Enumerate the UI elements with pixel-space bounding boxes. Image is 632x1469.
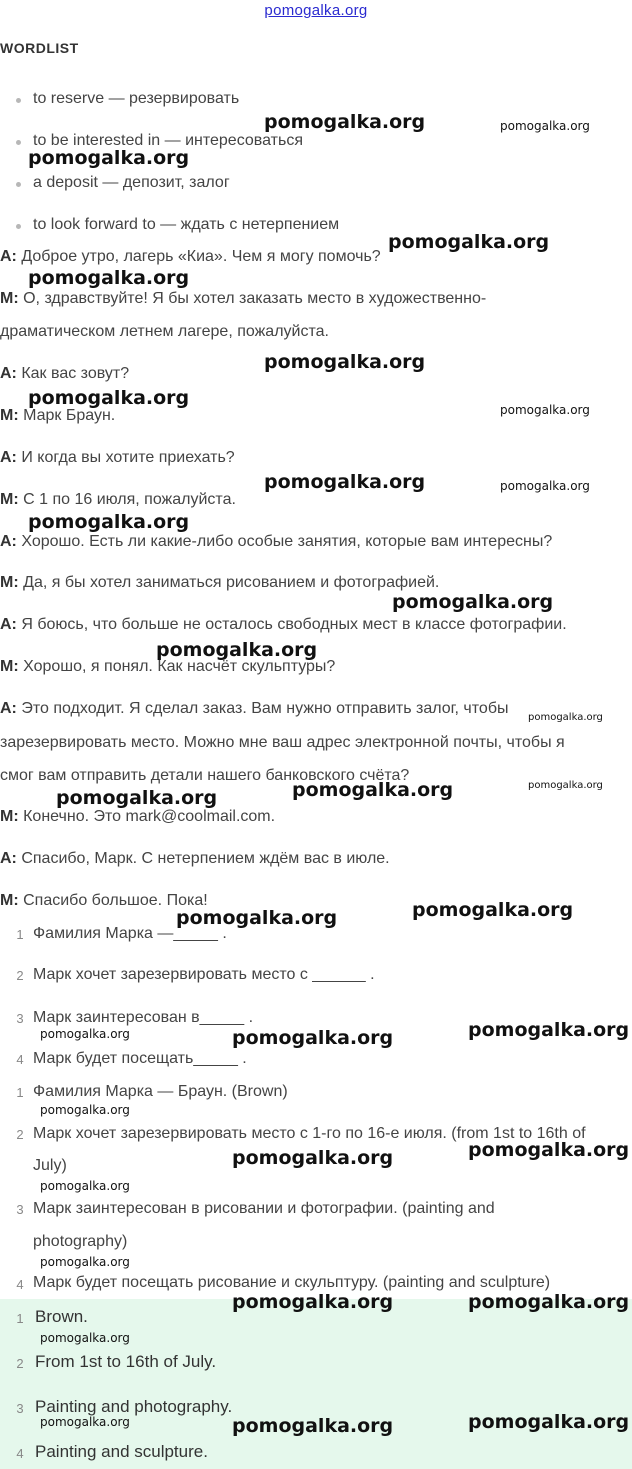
bullet-icon bbox=[16, 140, 21, 145]
watermark: pomogalka.org bbox=[500, 403, 590, 417]
answer-number: 2 bbox=[16, 1356, 24, 1371]
dialogue-text: Конечно. Это mark@coolmail.com. bbox=[18, 808, 276, 825]
watermark: pomogalka.org bbox=[264, 471, 426, 493]
watermark: pomogalka.org bbox=[232, 1027, 394, 1049]
dialogue-text: драматическом летнем лагере, пожалуйста. bbox=[0, 323, 329, 340]
watermark: pomogalka.org bbox=[28, 511, 190, 533]
wordlist-heading: WORDLIST bbox=[0, 40, 79, 56]
translated-answer-text: Марк хочет зарезервировать место с 1-го по 16-е июля. (from 1st to 16th of bbox=[33, 1125, 586, 1142]
speaker-label: M: bbox=[0, 658, 19, 675]
answer-text: Brown. bbox=[35, 1307, 88, 1326]
watermark: pomogalka.org bbox=[40, 1415, 130, 1429]
answer-number: 4 bbox=[16, 1446, 24, 1461]
watermark: pomogalka.org bbox=[28, 147, 190, 169]
answer-number: 4 bbox=[16, 1277, 24, 1292]
speaker-label: M: bbox=[0, 407, 19, 424]
answer-number: 2 bbox=[16, 1127, 24, 1142]
speaker-label: A: bbox=[0, 850, 17, 867]
translated-answer-text: Фамилия Марка — Браун. (Brown) bbox=[33, 1083, 288, 1100]
watermark: pomogalka.org bbox=[500, 119, 590, 133]
watermark: pomogalka.org bbox=[40, 1331, 130, 1345]
answer-text: Painting and photography. bbox=[35, 1397, 233, 1416]
watermark: pomogalka.org bbox=[528, 712, 603, 723]
dialogue-text: Доброе утро, лагерь «Киа». Чем я могу помочь? bbox=[16, 248, 381, 265]
question-number: 2 bbox=[16, 968, 24, 983]
watermark: pomogalka.org bbox=[468, 1139, 630, 1161]
dialogue-line bbox=[0, 290, 486, 308]
dialogue-line bbox=[0, 616, 567, 634]
answer-number: 3 bbox=[16, 1202, 24, 1217]
dialogue-text: Марк Браун. bbox=[18, 407, 116, 424]
answer-number: 3 bbox=[16, 1401, 24, 1416]
dialogue-line bbox=[0, 365, 129, 383]
speaker-label: M: bbox=[0, 491, 19, 508]
dialogue-text: Спасибо, Марк. С нетерпением ждём вас в июле. bbox=[16, 850, 390, 867]
watermark: pomogalka.org bbox=[468, 1019, 630, 1041]
watermark: pomogalka.org bbox=[56, 787, 218, 809]
dialogue-text: Да, я бы хотел заниматься рисованием и фотографией. bbox=[18, 574, 440, 591]
site-link[interactable]: pomogalka.org bbox=[264, 2, 368, 19]
watermark: pomogalka.org bbox=[468, 1411, 630, 1433]
speaker-label: M: bbox=[0, 290, 19, 307]
dialogue-text: смог вам отправить детали нашего банковского счёта? bbox=[0, 767, 410, 784]
wordlist-item: a deposit — депозит, залог bbox=[33, 174, 230, 191]
dialogue-line bbox=[0, 734, 565, 752]
dialogue-text: Как вас зовут? bbox=[16, 365, 130, 382]
answer-number: 1 bbox=[16, 1085, 24, 1100]
dialogue-line bbox=[0, 323, 329, 341]
dialogue-line bbox=[0, 574, 439, 592]
question-number: 3 bbox=[16, 1011, 24, 1026]
dialogue-line bbox=[0, 491, 236, 509]
bullet-icon bbox=[16, 182, 21, 187]
translated-answer-text: Марк заинтересован в рисовании и фотографии. (painting and bbox=[33, 1200, 495, 1217]
watermark: pomogalka.org bbox=[232, 1147, 394, 1169]
watermark: pomogalka.org bbox=[468, 1291, 630, 1313]
dialogue-line bbox=[0, 533, 552, 551]
bullet-icon bbox=[16, 224, 21, 229]
watermark: pomogalka.org bbox=[388, 231, 550, 253]
watermark: pomogalka.org bbox=[40, 1103, 130, 1117]
bullet-icon bbox=[16, 98, 21, 103]
watermark: pomogalka.org bbox=[292, 779, 454, 801]
question-text: Марк хочет зарезервировать место с ______ . bbox=[33, 966, 375, 983]
dialogue-text: зарезервировать место. Можно мне ваш адрес электронной почты, чтобы я bbox=[0, 734, 565, 751]
dialogue-line bbox=[0, 700, 508, 718]
dialogue-text: Хорошо, я понял. Как насчёт скульптуры? bbox=[18, 658, 336, 675]
wordlist-item: to reserve — резервировать bbox=[33, 90, 240, 107]
speaker-label: A: bbox=[0, 449, 17, 466]
watermark: pomogalka.org bbox=[40, 1179, 130, 1193]
dialogue-text: И когда вы хотите приехать? bbox=[16, 449, 235, 466]
question-number: 4 bbox=[16, 1052, 24, 1067]
dialogue-text: Спасибо большое. Пока! bbox=[18, 892, 208, 909]
watermark: pomogalka.org bbox=[232, 1415, 394, 1437]
dialogue-text: Это подходит. Я сделал заказ. Вам нужно отправить залог, чтобы bbox=[16, 700, 509, 717]
watermark: pomogalka.org bbox=[28, 267, 190, 289]
dialogue-text: Хорошо. Есть ли какие-либо особые занятия, которые вам интересны? bbox=[16, 533, 553, 550]
watermark: pomogalka.org bbox=[264, 111, 426, 133]
watermark: pomogalka.org bbox=[528, 780, 603, 791]
speaker-label: A: bbox=[0, 616, 17, 633]
watermark: pomogalka.org bbox=[156, 639, 318, 661]
watermark: pomogalka.org bbox=[28, 387, 190, 409]
watermark: pomogalka.org bbox=[392, 591, 554, 613]
question-text: Марк будет посещать_____ . bbox=[33, 1050, 247, 1067]
watermark: pomogalka.org bbox=[232, 1291, 394, 1313]
watermark: pomogalka.org bbox=[40, 1027, 130, 1041]
watermark: pomogalka.org bbox=[176, 907, 338, 929]
dialogue-line bbox=[0, 248, 381, 266]
translated-answer-text: July) bbox=[33, 1157, 67, 1174]
speaker-label: A: bbox=[0, 248, 17, 265]
watermark: pomogalka.org bbox=[412, 899, 574, 921]
watermark: pomogalka.org bbox=[500, 479, 590, 493]
speaker-label: A: bbox=[0, 533, 17, 550]
question-number: 1 bbox=[16, 927, 24, 942]
watermark: pomogalka.org bbox=[264, 351, 426, 373]
answer-text: Painting and sculpture. bbox=[35, 1442, 208, 1461]
wordlist-item: to be interested in — интересоваться bbox=[33, 132, 303, 149]
dialogue-line bbox=[0, 407, 115, 425]
speaker-label: A: bbox=[0, 365, 17, 382]
dialogue-text: Я боюсь, что больше не осталось свободных мест в классе фотографии. bbox=[16, 616, 567, 633]
speaker-label: M: bbox=[0, 574, 19, 591]
speaker-label: M: bbox=[0, 892, 19, 909]
dialogue-text: С 1 по 16 июля, пожалуйста. bbox=[18, 491, 236, 508]
answer-number: 1 bbox=[16, 1311, 24, 1326]
question-text: Фамилия Марка —_____ . bbox=[33, 925, 227, 942]
dialogue-line bbox=[0, 449, 235, 467]
answer-text: From 1st to 16th of July. bbox=[35, 1352, 217, 1371]
speaker-label: M: bbox=[0, 808, 19, 825]
dialogue-line bbox=[0, 850, 390, 868]
dialogue-text: О, здравствуйте! Я бы хотел заказать место в художественно- bbox=[18, 290, 487, 307]
speaker-label: A: bbox=[0, 700, 17, 717]
translated-answer-text: Марк будет посещать рисование и скульптуру. (painting and sculpture) bbox=[33, 1274, 551, 1291]
watermark: pomogalka.org bbox=[40, 1255, 130, 1269]
wordlist-item: to look forward to — ждать с нетерпением bbox=[33, 216, 340, 233]
translated-answer-text: photography) bbox=[33, 1233, 128, 1250]
dialogue-line bbox=[0, 808, 275, 826]
question-text: Марк заинтересован в_____ . bbox=[33, 1009, 254, 1026]
